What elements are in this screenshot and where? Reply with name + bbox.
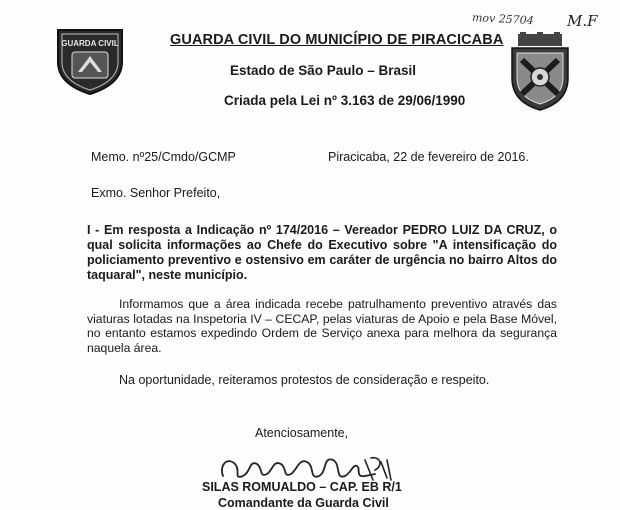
body-paragraph-1: I - Em resposta a Indicação nº 174/2016 – Vereador PEDRO LUIZ DA CRUZ, o qual solicita informações ao Chefe do Executivo sobre "A intensificação do policiamento preventivo e ostensivo em caráter de urgência no bairro Altos do taquaral", neste município.: [87, 223, 557, 282]
signatory-name: SILAS ROMUALDO – CAP. EB R/1: [202, 480, 402, 494]
law-line: Criada pela Lei nº 3.163 de 29/06/1990: [224, 93, 466, 108]
closing: Atenciosamente,: [255, 426, 349, 440]
handwritten-initials: [565, 8, 613, 39]
salutation: Exmo. Senhor Prefeito,: [91, 186, 221, 200]
svg-text:M.F: M.F: [567, 12, 598, 30]
place-date: Piracicaba, 22 de fevereiro de 2016.: [328, 150, 529, 164]
signatory-title: Comandante da Guarda Civil: [218, 496, 389, 510]
memo-reference: Memo. nº25/Cmdo/GCMP: [91, 150, 236, 164]
coat-of-arms-logo: [508, 32, 572, 117]
institution-title: GUARDA CIVIL DO MUNICÍPIO DE PIRACICABA: [170, 32, 504, 48]
badge-text: GUARDA CIVIL: [61, 39, 119, 48]
guarda-civil-badge-logo: [52, 22, 128, 103]
body-paragraph-2: Informamos que a área indicada recebe patrulhamento preventivo através das viaturas lotadas na Inspetoria IV – CECAP, pelas viaturas de Apoio e pela Base Móvel, no entanto estamos expedindo Ordem de Serviço anexa para melhora da segurança naquela área.: [87, 297, 557, 355]
svg-text:mov 25704: mov 25704: [471, 11, 535, 28]
body-paragraph-3: Na oportunidade, reiteramos protestos de consideração e respeito.: [119, 373, 490, 387]
state-line: Estado de São Paulo – Brasil: [230, 63, 417, 78]
